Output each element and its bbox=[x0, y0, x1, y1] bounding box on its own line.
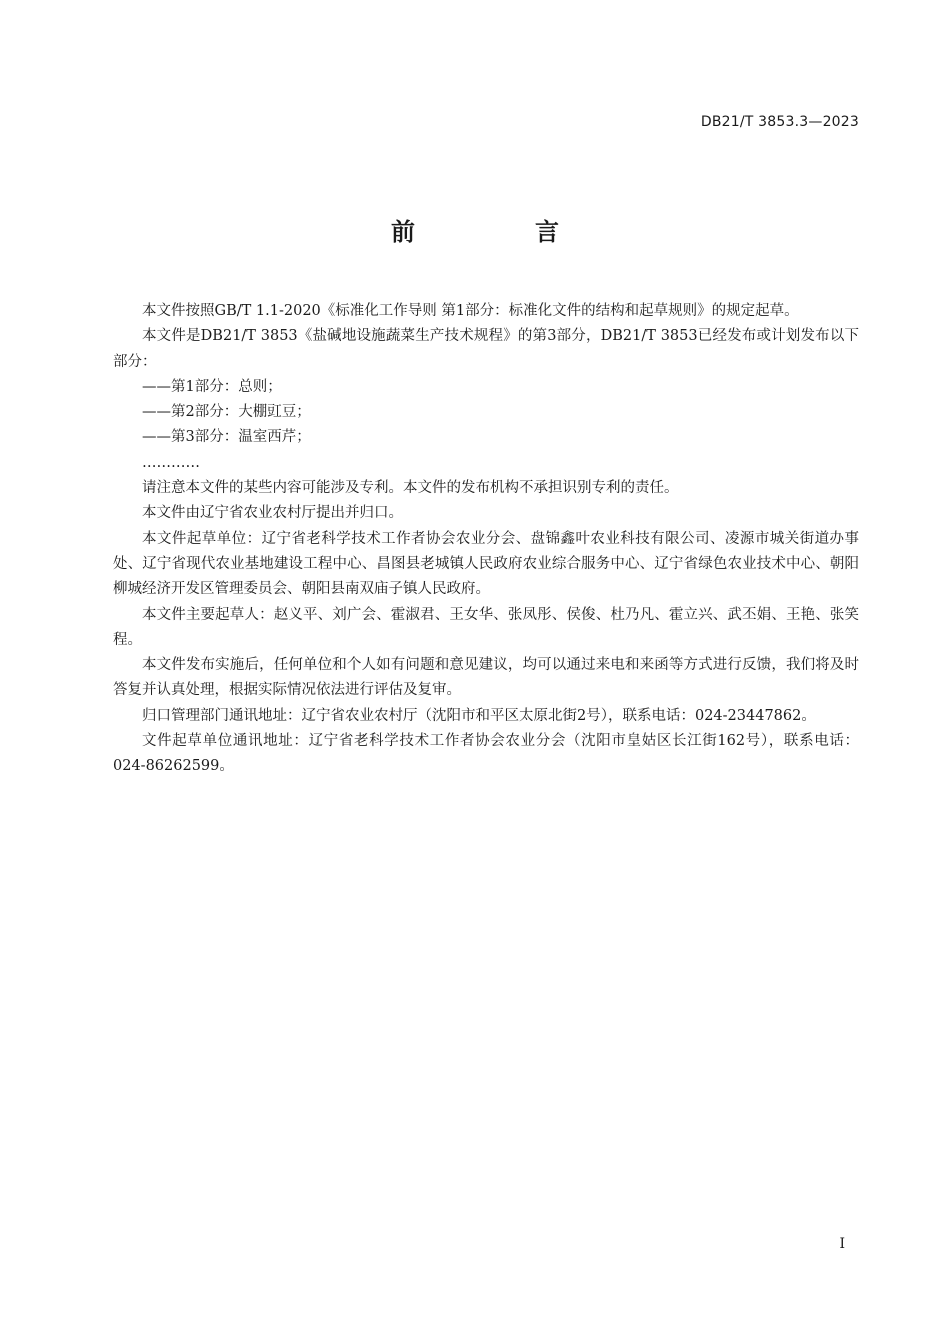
standard-code: DB21/T 3853.3—2023 bbox=[700, 114, 859, 130]
paragraph: 本文件是DB21/T 3853《盐碱地设施蔬菜生产技术规程》的第3部分，DB21/T 3853已经发布或计划发布以下部分： bbox=[113, 328, 859, 370]
paragraph: 本文件起草单位：辽宁省老科学技术工作者协会农业分会、盘锦鑫叶农业科技有限公司、凌源市城关街道办事处、辽宁省现代农业基地建设工程中心、昌图县老城镇人民政府农业综合服务中心、辽宁省绿色农业技术中心、朝阳柳城经济开发区管理委员会、朝阳县南双庙子镇人民政府。 bbox=[113, 530, 859, 598]
list-ellipsis: ………… bbox=[142, 454, 200, 471]
page-number: I bbox=[839, 1236, 845, 1252]
foreword-body bbox=[113, 299, 859, 780]
list-item: ——第2部分：大棚豇豆； bbox=[142, 404, 311, 421]
paragraph: 文件起草单位通讯地址：辽宁省老科学技术工作者协会农业分会（沈阳市皇姑区长江街162号），联系电话：024-86262599。 bbox=[113, 733, 859, 775]
paragraph: 本文件主要起草人：赵义平、刘广会、霍淑君、王女华、张凤彤、侯俊、杜乃凡、霍立兴、武丕娟、王艳、张笑程。 bbox=[113, 606, 859, 648]
paragraph: 本文件按照GB/T 1.1-2020《标准化工作导则 第1部分：标准化文件的结构和起草规则》的规定起草。 bbox=[142, 303, 799, 319]
list-item: ——第1部分：总则； bbox=[142, 378, 282, 395]
paragraph: 归口管理部门通讯地址：辽宁省农业农村厅（沈阳市和平区太原北街2号），联系电话：024-23447862。 bbox=[142, 707, 816, 724]
page-title: 前 言 bbox=[391, 218, 607, 246]
paragraph: 本文件由辽宁省农业农村厅提出并归口。 bbox=[142, 505, 403, 522]
paragraph: 请注意本文件的某些内容可能涉及专利。本文件的发布机构不承担识别专利的责任。 bbox=[142, 480, 679, 497]
list-item: ——第3部分：温室西芹； bbox=[142, 429, 311, 446]
paragraph: 本文件发布实施后，任何单位和个人如有问题和意见建议，均可以通过来电和来函等方式进行反馈，我们将及时答复并认真处理，根据实际情况依法进行评估及复审。 bbox=[113, 657, 859, 699]
